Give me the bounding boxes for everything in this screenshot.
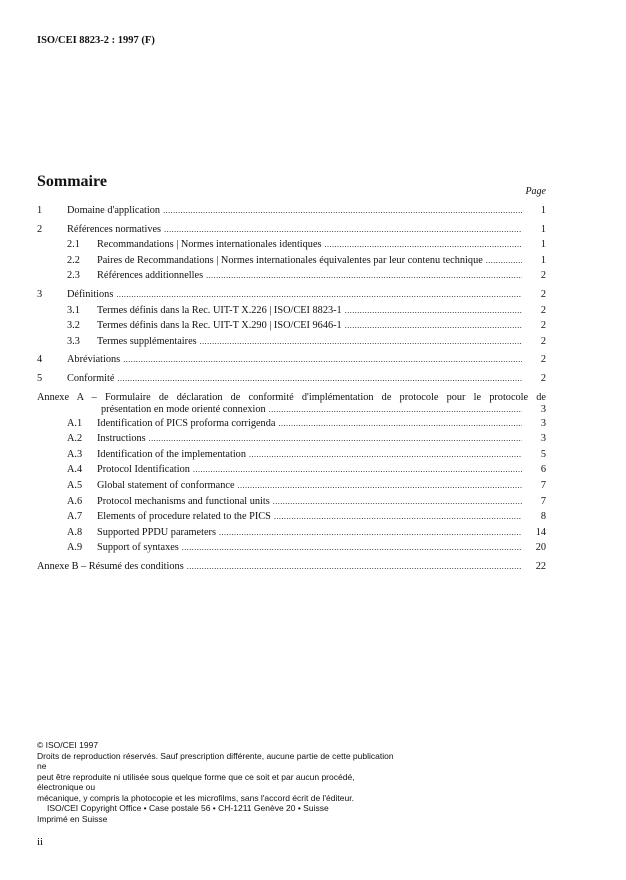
toc-entry-title: Recommandations | Normes internationales identiques (97, 239, 322, 251)
toc-entry-title: Paires de Recommandations | Normes internationales équivalentes par leur contenu technique (97, 254, 483, 266)
toc-page-number: 8 (540, 511, 546, 523)
toc-page-number: 7 (540, 495, 546, 507)
copyright-line: Droits de reproduction réservés. Sauf prescription différente, aucune partie de cette publication ne (37, 750, 394, 771)
toc-entry-title: Protocol Identification (97, 464, 190, 476)
leader-dots (200, 336, 522, 348)
toc-entry-title: Instructions (97, 433, 146, 445)
toc-entry-number: A.6 (67, 495, 83, 507)
leader-dots (325, 239, 522, 251)
toc-entry-number: A.3 (67, 448, 83, 460)
toc-entry-number: 3.3 (67, 335, 80, 347)
toc-entry-title: Elements of procedure related to the PICS (97, 511, 271, 523)
page-column-label: Page (525, 186, 546, 197)
toc-entry-title: Supported PPDU parameters (97, 526, 216, 538)
toc-entry[interactable] (37, 224, 546, 240)
toc-entry[interactable] (37, 464, 546, 480)
leader-dots (193, 464, 522, 476)
toc-entry-number: A.1 (67, 417, 83, 429)
toc-entry-title: Global statement of conformance (97, 479, 235, 491)
toc-entry-title: Définitions (67, 288, 114, 300)
toc-entry[interactable] (37, 205, 546, 221)
table-of-contents (37, 205, 546, 576)
toc-entry[interactable] (37, 480, 546, 496)
toc-entry-number: 2 (37, 223, 43, 235)
toc-entry[interactable] (37, 418, 546, 434)
toc-page-number: 3 (540, 433, 546, 445)
leader-dots (345, 320, 522, 332)
page-title: Sommaire (37, 173, 107, 190)
leader-dots (269, 404, 522, 416)
copyright-line: mécanique, y compris la photocopie et les microfilms, sans l'accord écrit de l'éditeur. (37, 792, 354, 803)
toc-entry-title: Références additionnelles (97, 270, 204, 282)
toc-entry[interactable] (37, 511, 546, 527)
toc-page-number: 2 (540, 354, 546, 366)
copyright-notice (37, 740, 397, 824)
toc-page-number: 3 (540, 403, 546, 415)
toc-entry-title: Références normatives (67, 223, 162, 235)
toc-main-entries (37, 205, 546, 389)
leader-dots (149, 433, 522, 445)
toc-entry-number: A.2 (67, 433, 83, 445)
leader-dots (238, 480, 522, 492)
toc-page-number: 1 (540, 239, 546, 251)
annex-a-title-line1: Annexe A – Formulaire de déclaration de conformité d'implémentation de protocole pour le protocole de (37, 391, 546, 403)
leader-dots (219, 527, 522, 539)
toc-entry[interactable] (37, 336, 546, 352)
leader-dots (206, 270, 522, 282)
leader-dots (164, 224, 522, 236)
toc-entry-number: 2.1 (67, 239, 80, 251)
toc-entry-title: Termes définis dans la Rec. UIT-T X.290 | ISO/CEI 9646-1 (97, 320, 342, 332)
toc-entry[interactable] (37, 270, 546, 286)
printed-in: Imprimé en Suisse (37, 813, 108, 824)
toc-page-number: 2 (540, 270, 546, 282)
leader-dots (182, 542, 522, 554)
toc-page-number: 7 (540, 479, 546, 491)
toc-entry-title: Domaine d'application (67, 205, 161, 216)
toc-entry[interactable] (37, 289, 546, 305)
leader-dots (117, 373, 522, 385)
toc-entry-number: 4 (37, 354, 43, 366)
toc-entry[interactable] (37, 305, 546, 321)
toc-page-number: 1 (540, 254, 546, 266)
toc-page-number: 5 (540, 448, 546, 460)
toc-entry-title: Termes définis dans la Rec. UIT-T X.226 | ISO/CEI 8823-1 (97, 304, 342, 316)
toc-entry-number: 2.3 (67, 270, 80, 282)
leader-dots (123, 354, 522, 366)
toc-entry[interactable] (37, 527, 546, 543)
toc-entry-number: A.9 (67, 542, 83, 554)
toc-entry-title: Identification of the implementation (97, 448, 246, 460)
toc-page-number: 1 (540, 205, 546, 216)
toc-entry-number: A.4 (67, 464, 83, 476)
running-header: ISO/CEI 8823-2 : 1997 (F) (37, 35, 155, 46)
toc-entry[interactable] (37, 542, 546, 558)
toc-entry-number: A.7 (67, 511, 83, 523)
toc-entry-title: Annexe B – Résumé des conditions (37, 560, 184, 572)
toc-page-number: 2 (540, 288, 546, 300)
leader-dots (116, 289, 522, 301)
toc-entry-number: A.8 (67, 526, 83, 538)
leader-dots (163, 205, 522, 217)
toc-page-number: 2 (540, 320, 546, 332)
toc-entry-title: Termes supplémentaires (97, 335, 197, 347)
toc-page-number: 20 (535, 542, 546, 554)
toc-entry-annex-b[interactable] (37, 561, 546, 577)
toc-entry-number: 2.2 (67, 254, 80, 266)
toc-page-number: 22 (535, 560, 546, 572)
toc-entry[interactable] (37, 373, 546, 389)
toc-entry-number: 5 (37, 372, 43, 384)
leader-dots (486, 255, 522, 267)
annex-a-title-line2: présentation en mode orienté connexion (101, 403, 266, 415)
toc-entry[interactable] (37, 320, 546, 336)
leader-dots (345, 305, 522, 317)
toc-page-number: 3 (540, 417, 546, 429)
page-number: ii (37, 836, 44, 848)
leader-dots (274, 511, 522, 523)
toc-page-number: 1 (540, 223, 546, 235)
toc-entry[interactable] (37, 496, 546, 512)
leader-dots (187, 561, 522, 573)
toc-entry[interactable] (37, 354, 546, 370)
toc-page-number: 2 (540, 335, 546, 347)
toc-entry-number: 1 (37, 205, 43, 216)
toc-page-number: 14 (535, 526, 546, 538)
toc-entry-title: Support of syntaxes (97, 542, 179, 554)
toc-page-number: 2 (540, 304, 546, 316)
toc-entry-number: 3.2 (67, 320, 80, 332)
leader-dots (273, 496, 522, 508)
toc-entry-number: 3.1 (67, 304, 80, 316)
toc-entry-title: Protocol mechanisms and functional units (97, 495, 270, 507)
toc-entry[interactable] (37, 239, 546, 255)
toc-entry[interactable] (37, 449, 546, 465)
toc-entry[interactable] (37, 433, 546, 449)
leader-dots (278, 418, 522, 430)
toc-entry-title: Identification of PICS proforma corrigenda (97, 417, 276, 429)
toc-entry-number: A.5 (67, 479, 83, 491)
annex-a-entries (37, 418, 546, 558)
copyright-line: © ISO/CEI 1997 (37, 740, 99, 750)
toc-entry[interactable] (37, 255, 546, 271)
toc-entry-title: Conformité (67, 372, 115, 384)
copyright-address: ISO/CEI Copyright Office • Case postale 56 • CH-1211 Genève 20 • Suisse (47, 803, 329, 813)
toc-page-number: 2 (540, 372, 546, 384)
leader-dots (249, 449, 522, 461)
toc-entry-annex-a[interactable] (37, 392, 546, 418)
copyright-line: peut être reproduite ni utilisée sous quelque forme que ce soit et par aucun procédé, électronique ou (37, 771, 355, 792)
toc-entry-number: 3 (37, 288, 43, 300)
toc-page-number: 6 (540, 464, 546, 476)
toc-entry-title: Abréviations (67, 354, 121, 366)
